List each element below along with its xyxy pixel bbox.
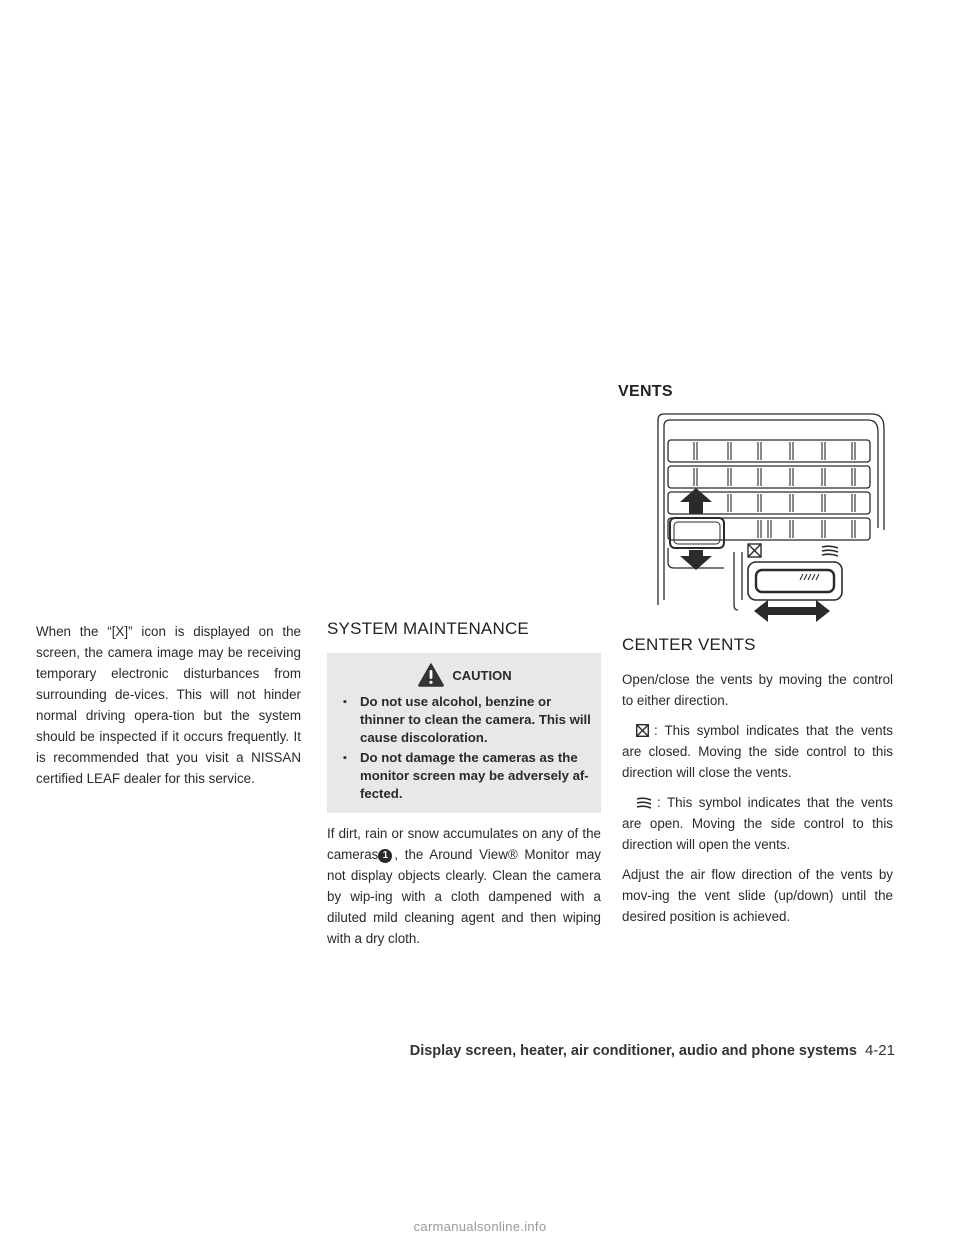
open-symbol-paragraph (622, 792, 893, 855)
caution-list (339, 693, 591, 803)
system-maintenance-heading: SYSTEM MAINTENANCE (327, 619, 529, 638)
page-footer (390, 1042, 895, 1059)
cleaning-paragraph (327, 823, 601, 949)
footer-section-title: Display screen, heater, air conditioner, audio and phone systems (409, 1043, 857, 1059)
open-close-paragraph: Open/close the vents by moving the control to either direction. (622, 672, 893, 708)
caution-item: ▪ Do not use alcohol, benzine or thinner to clean the camera. This will cause discoloration. (339, 693, 591, 747)
left-column (36, 621, 301, 798)
maintenance-column (327, 618, 601, 958)
caution-box (327, 653, 601, 813)
closed-symbol-text: : This symbol indicates that the vents are closed. Moving the side control to this direction will close the vents. (622, 723, 893, 780)
vents-heading: VENTS (618, 383, 673, 400)
watermark-text: carmanualsonline.info (413, 1219, 547, 1234)
cleaning-text-start: If dirt, rain or snow accumulates on any of the cameras (327, 826, 601, 862)
airflow-paragraph: Adjust the air flow direction of the vents by mov-ing the vent slide (up/down) until the desired position is achieved. (622, 867, 893, 924)
closed-symbol-paragraph (622, 720, 893, 783)
caution-label: CAUTION (452, 667, 512, 683)
camera-disturbance-paragraph: When the “[X]” icon is displayed on the screen, the camera image may be receiving temporary electronic disturbances from surrounding de-vices. This will not hinder normal driving opera-tion but the system should be inspected if it occurs frequently. It is recommended that you visit a NISSAN certified LEAF dealer for this service. (36, 624, 301, 786)
center-vents-heading: CENTER VENTS (622, 635, 756, 654)
vent-open-icon (636, 796, 652, 809)
vent-closed-icon (636, 724, 649, 737)
callout-1-icon: 1 (378, 849, 392, 863)
warning-icon (418, 663, 444, 687)
caution-item: ▪ Do not damage the cameras as the monitor screen may be adversely af-fected. (339, 749, 591, 803)
center-vent-illustration (644, 410, 894, 625)
caution-header (339, 663, 591, 687)
cleaning-text-end: , the Around View® Monitor may not display objects clearly. Clean the camera by wip-ing with a cloth dampened with a diluted mild cleaning agent and then wiping with a dry cloth. (327, 847, 601, 946)
center-vents-column (622, 634, 893, 936)
page-number: 4-21 (864, 1042, 895, 1059)
open-symbol-text: : This symbol indicates that the vents are open. Moving the side control to this direction will open the vents. (622, 795, 893, 852)
